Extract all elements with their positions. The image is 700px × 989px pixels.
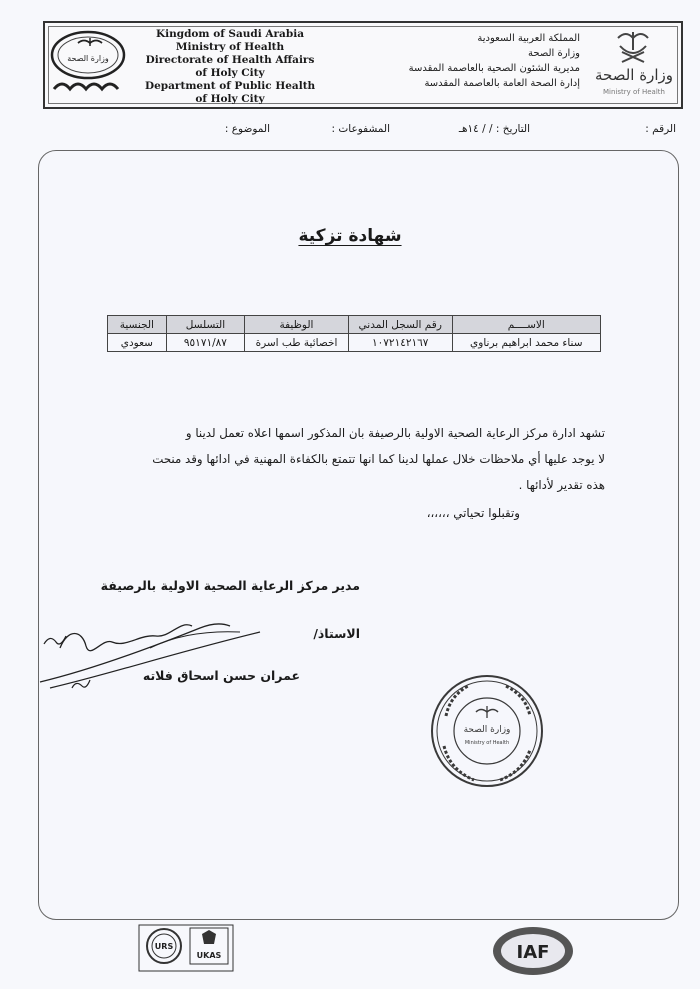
body-line: لا يوجد عليها أي ملاحظات خلال عملها لدينا كما انها تتمتع بالكفاءة المهنية في ادائها وقد منحت (152, 452, 605, 466)
ukas-badge-label: UKAS (196, 951, 222, 960)
reference-attachments-label: المشفوعات : (331, 123, 390, 135)
table-cell-civil-id: ١٠٧٢١٤٢١٦٧ (348, 334, 452, 352)
moh-right-logo-icon (588, 28, 678, 102)
arabic-header (400, 31, 580, 91)
letterhead-inner-border (48, 26, 678, 104)
table-header-job: الوظيفة (245, 316, 349, 334)
stamp-center-english: Ministry of Health (464, 740, 510, 746)
header-arabic-line: إدارة الصحة العامة بالعاصمة المقدسة (424, 78, 580, 89)
ukas-urs-badges (138, 924, 234, 976)
table-row (108, 334, 601, 352)
official-stamp (428, 672, 546, 790)
reference-subject-label: الموضوع : (224, 123, 270, 135)
stamp-center-text: وزارة الصحة (463, 725, 511, 735)
body-line: هذه تقدير لأدائها . (518, 478, 605, 492)
header-arabic-line: مديرية الشئون الصحية بالعاصمة المقدسة (408, 63, 580, 74)
table-cell-job: اخصائية طب اسرة (245, 334, 349, 352)
body-line: تشهد ادارة مركز الرعاية الصحية الاولية بالرصيفة بان المذكور اسمها اعلاه تعمل لدينا و (185, 426, 605, 440)
right-logo-arabic: وزارة الصحة (595, 66, 673, 84)
english-header (145, 28, 315, 106)
signatory-name: عمران حسن اسحاق فلاته (142, 668, 300, 683)
table-header-serial: التسلسل (166, 316, 244, 334)
header-english-line: Kingdom of Saudi Arabia (156, 28, 304, 40)
certificate-title: شهادة تزكية (298, 226, 402, 246)
handwritten-signature (30, 608, 280, 698)
table-header-civil-id: رقم السجل المدني (348, 316, 452, 334)
certificate-frame (38, 150, 679, 920)
closing-regards: وتقبلوا تحياتي ،،،،،، (426, 506, 520, 520)
table-cell-name: سناء محمد ابراهيم برناوي (452, 334, 600, 352)
signatory-title: مدير مركز الرعاية الصحية الاولية بالرصيفة (100, 578, 360, 593)
header-english-line: Department of Public Health (145, 80, 316, 92)
table-header-name: الاســــم (452, 316, 600, 334)
letterhead (43, 21, 683, 109)
left-logo-caption: وزارة الصحة (67, 54, 109, 63)
employee-info-table (107, 315, 601, 352)
table-cell-nationality: سعودي (108, 334, 167, 352)
certificate-body (100, 420, 605, 498)
header-english-line: Directorate of Health Affairs (145, 54, 315, 66)
header-english-line: of Holy City (195, 67, 265, 79)
header-arabic-line: وزارة الصحة (528, 48, 580, 59)
table-header-row (108, 316, 601, 334)
reference-date-label: التاريخ : / / ١٤هـ (458, 123, 530, 135)
table-header-nationality: الجنسية (108, 316, 167, 334)
table-cell-serial: ٩٥١٧١/٨٧ (166, 334, 244, 352)
reference-number-label: الرقم : (645, 123, 676, 135)
header-arabic-line: المملكة العربية السعودية (477, 33, 580, 44)
reference-row (40, 123, 680, 141)
header-english-line: of Holy City (195, 93, 265, 105)
signatory-honorific: الاستاذ/ (313, 626, 360, 641)
iaf-badge (490, 924, 576, 978)
header-english-line: Ministry of Health (175, 41, 285, 53)
right-logo-english: Ministry of Health (603, 88, 665, 96)
moh-left-logo-icon (50, 29, 132, 101)
iaf-badge-label: IAF (516, 942, 550, 963)
urs-badge-label: URS (154, 942, 174, 951)
